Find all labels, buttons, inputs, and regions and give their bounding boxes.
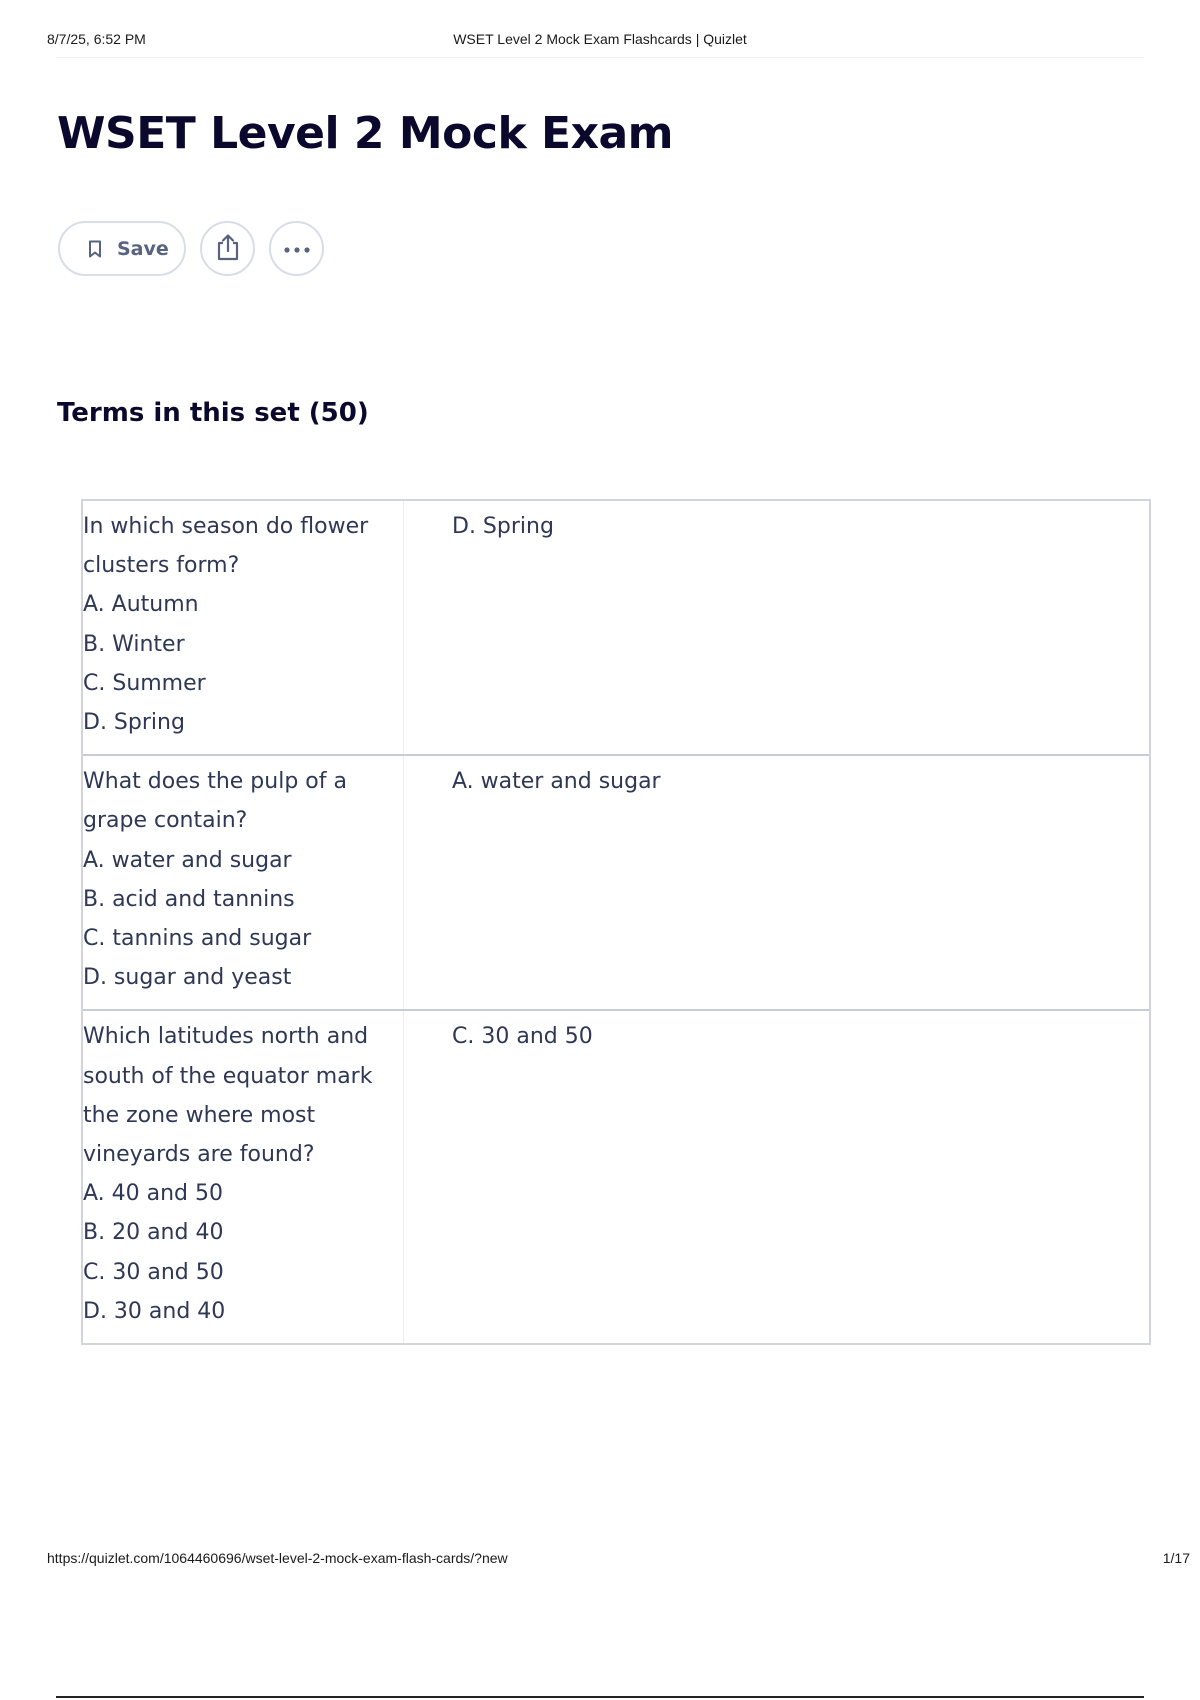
term-row [83,754,1149,1009]
share-icon [215,233,241,265]
page-title: WSET Level 2 Mock Exam [57,108,673,159]
option-line: B. 20 and 40 [83,1220,224,1246]
option-line: D. 30 and 40 [83,1298,226,1324]
option-line: D. Spring [83,710,185,736]
print-footer [47,1550,1190,1570]
page-bottom-divider [56,1696,1144,1698]
term-question [83,756,404,1009]
option-line: A. Autumn [83,592,199,618]
question-line: What does the pulp of a [83,769,347,795]
print-date: 8/7/25, 6:52 PM [47,31,146,47]
option-line: C. tannins and sugar [83,926,312,952]
term-row [83,1009,1149,1343]
print-header [47,28,1153,52]
terms-list [81,499,1151,1345]
answer-text: A. water and sugar [452,769,661,795]
more-icon [283,239,311,258]
bookmark-icon [85,239,105,259]
term-answer [404,756,1149,1009]
page-number: 1/17 [1162,1550,1190,1566]
question-line: south of the equator mark [83,1063,373,1089]
option-line: A. water and sugar [83,847,292,873]
save-button-label: Save [117,237,169,260]
save-button[interactable] [58,221,186,276]
page-url: https://quizlet.com/1064460696/wset-level-2-mock-exam-flash-cards/?new [47,1550,508,1566]
question-line: grape contain? [83,808,248,834]
option-line: D. sugar and yeast [83,965,292,991]
question-line: In which season do flower [83,514,369,539]
option-line: B. acid and tannins [83,886,295,912]
option-line: A. 40 and 50 [83,1181,224,1207]
term-question [83,501,404,754]
terms-section-title: Terms in this set (50) [57,398,369,428]
print-document-title: WSET Level 2 Mock Exam Flashcards | Quizlet [453,31,747,47]
question-line: vineyards are found? [83,1142,315,1168]
question-line: clusters form? [83,553,240,579]
question-line: Which latitudes north and [83,1024,369,1050]
more-options-button[interactable] [269,221,324,276]
share-button[interactable] [200,221,255,276]
term-answer [404,1011,1149,1343]
option-line: C. Summer [83,670,206,696]
set-actions [58,221,338,276]
answer-text: D. Spring [452,514,554,539]
term-question [83,1011,404,1343]
answer-text: C. 30 and 50 [452,1024,593,1050]
term-answer [404,501,1149,754]
option-line: B. Winter [83,631,185,657]
header-divider [56,57,1144,58]
term-row [83,501,1149,754]
option-line: C. 30 and 50 [83,1259,224,1285]
question-line: the zone where most [83,1102,316,1128]
